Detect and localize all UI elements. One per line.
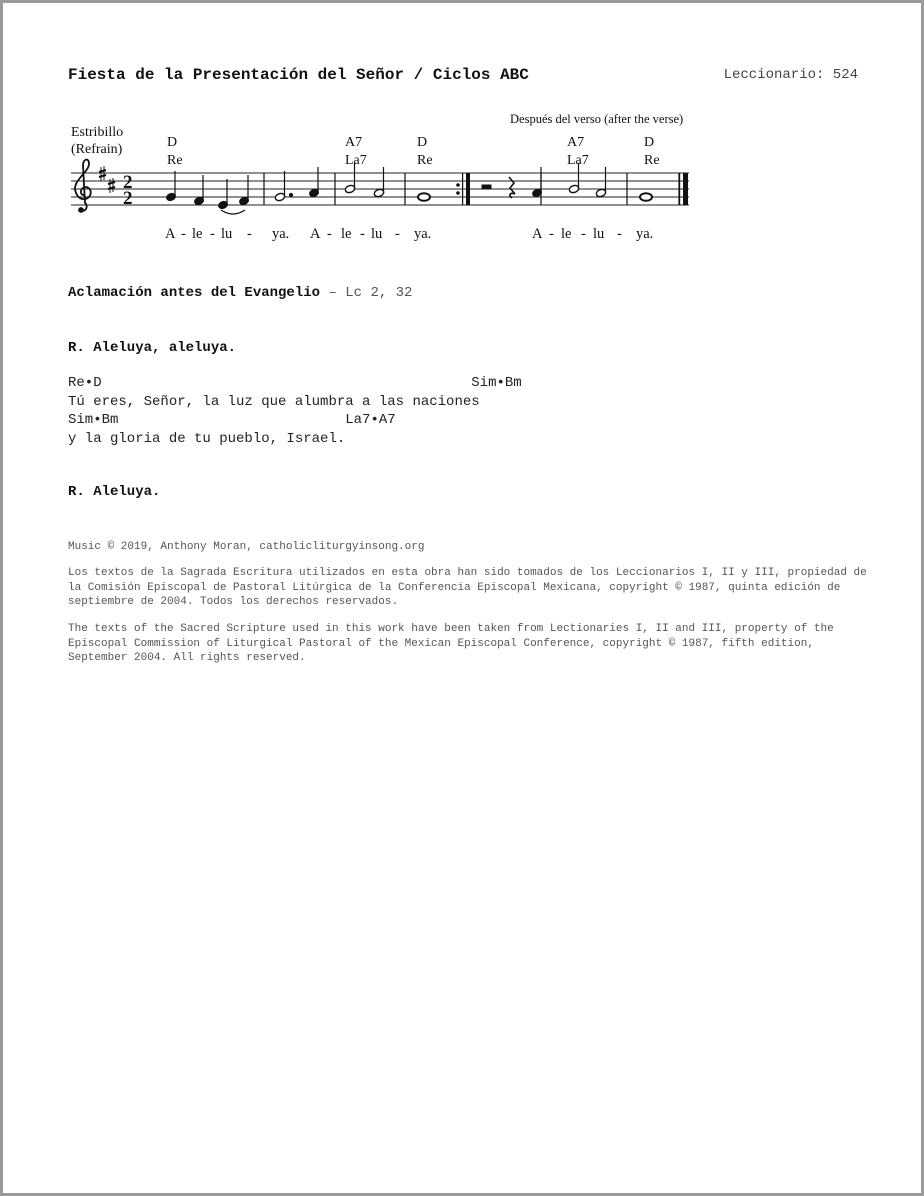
note	[640, 193, 652, 201]
lyric-syllable: lu	[221, 226, 233, 242]
page-title: Fiesta de la Presentación del Señor / Ciclos ABC	[68, 66, 529, 84]
lyric-hyphen: -	[247, 226, 252, 242]
verse-text-line: Tú eres, Señor, la luz que alumbra a las naciones	[68, 393, 480, 410]
lyric-syllable: ya.	[636, 226, 654, 242]
lyric-syllable: ya.	[272, 226, 290, 242]
response-closing: R. Aleluya.	[68, 484, 161, 500]
lyric-hyphen: -	[581, 226, 586, 242]
lyric-hyphen: -	[549, 226, 554, 242]
refrain-label-en: (Refrain)	[71, 142, 123, 157]
lyric-syllable: ya.	[414, 226, 432, 242]
acclamation-title: Aclamación antes del Evangelio	[68, 285, 321, 301]
lyric-syllable: le	[561, 226, 572, 242]
half-rest	[482, 185, 491, 189]
verse-block	[68, 374, 522, 448]
lyric-hyphen: -	[181, 226, 186, 242]
acclamation-heading	[68, 285, 412, 301]
verse-text-line: y la gloria de tu pueblo, Israel.	[68, 430, 346, 447]
music-credit: Music © 2019, Anthony Moran, catholicliturgyinsong.org	[68, 541, 425, 553]
chord-4-top: A7	[567, 135, 585, 150]
chord-2-top: A7	[345, 135, 363, 150]
lyric-syllable: A	[165, 226, 176, 242]
scripture-reference: – Lc 2, 32	[320, 285, 413, 301]
verse-chord-line: Re•D Sim•Bm	[68, 375, 522, 391]
chord-3-top: D	[417, 135, 428, 150]
time-signature-bottom: 2	[123, 188, 133, 209]
chord-1-top: D	[167, 135, 178, 150]
lectionary-number: Leccionario: 524	[723, 67, 858, 83]
lyric-hyphen: -	[617, 226, 622, 242]
response-refrain: R. Aleluya, aleluya.	[68, 340, 237, 356]
lyric-syllable: le	[341, 226, 352, 242]
chord-5-bottom: Re	[644, 153, 660, 168]
lyric-hyphen: -	[210, 226, 215, 242]
time-signature-top: 2	[123, 172, 133, 193]
after-verse-label: Después del verso (after the verse)	[510, 112, 684, 126]
lyric-syllable: lu	[593, 226, 605, 242]
lyrics	[165, 226, 653, 242]
lyric-hyphen: -	[360, 226, 365, 242]
lyric-hyphen: -	[395, 226, 400, 242]
chord-1-bottom: Re	[167, 153, 183, 168]
chord-2-bottom: La7	[345, 153, 367, 168]
chord-5-top: D	[644, 135, 655, 150]
quarter-rest	[509, 177, 515, 198]
refrain-label-es: Estribillo	[71, 125, 124, 140]
lyric-hyphen: -	[327, 226, 332, 242]
chord-4-bottom: La7	[567, 153, 589, 168]
copyright-english: The texts of the Sacred Scripture used in this work have been taken from Lectionaries I, II and III, property of the Episcopal Commission of Liturgical Pastoral of the Mexican Episcopal Conference, copyright © 1987, fifth edition, September 2004. All rights reserved.	[68, 623, 834, 664]
copyright-spanish: Los textos de la Sagrada Escritura utilizados en esta obra han sido tomados de los Leccionarios I, II y III, propiedad de la Comisión Episcopal de Pastoral Litúrgica de la Conferencia Episcopal Mexicana, copyright © 1987, quinta edición de septiembre de 2004. Todos los derechos reservados.	[68, 567, 867, 608]
note	[418, 193, 430, 201]
chord-3-bottom: Re	[417, 153, 433, 168]
music-score	[61, 107, 741, 247]
treble-clef-icon	[75, 160, 91, 212]
verse-chord-line: Sim•Bm La7•A7	[68, 412, 396, 428]
lyric-syllable: lu	[371, 226, 383, 242]
lyric-syllable: A	[310, 226, 321, 242]
lyric-syllable: le	[192, 226, 203, 242]
lyric-syllable: A	[532, 226, 543, 242]
